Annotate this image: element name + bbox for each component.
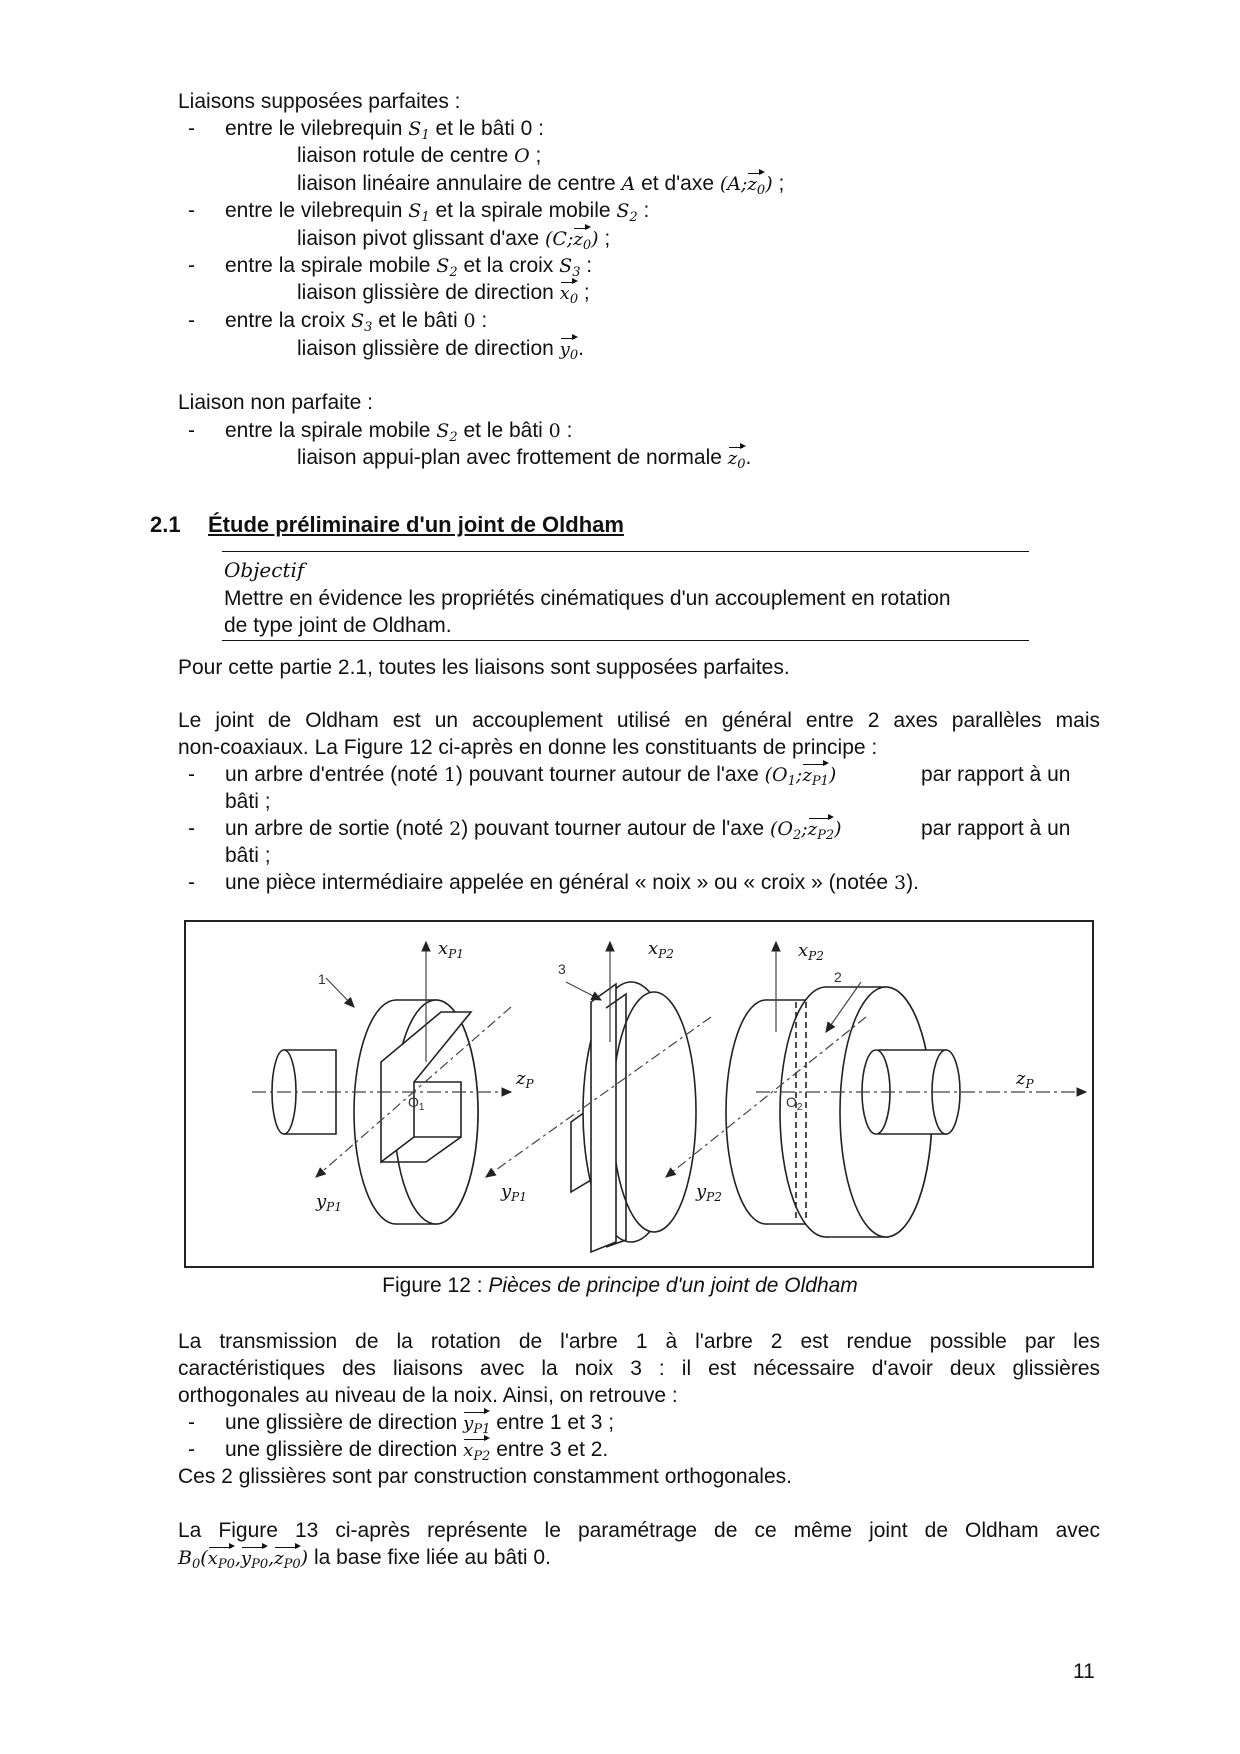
paragraph-line: La transmission de la rotation de l'arbre 1 à l'arbre 2 est rendue possible par les <box>178 1330 1100 1353</box>
axis-label-yP2: $y_{P2}$ <box>696 1181 722 1204</box>
list-item-continuation: bâti ; <box>225 790 271 813</box>
paragraph-line: La Figure 13 ci-après représente le paramétrage de ce même joint de Oldham avec <box>178 1519 1100 1542</box>
paragraph: Pour cette partie 2.1, toutes les liaisons sont supposées parfaites. <box>178 656 790 679</box>
list-subitem: liaison linéaire annulaire de centre A et d'axe $(A;z_0)$ ; <box>297 171 784 204</box>
objective-text-line2: de type joint de Oldham. <box>224 614 452 637</box>
axis-label-zP: $z_P$ <box>516 1068 534 1091</box>
document-page: Liaisons supposées parfaites : - entre le vilebrequin $S_1$ et le bâti 0 : liaison rotule de centre O ; liaison linéaire annulaire de centre A et d'axe $(A;z_0)$ ; - entre le vilebrequin $S_1$ et la spirale mobile $S_2$ : liaison pivot glissant d'axe $(C;z_0)$ ; - entre la spirale mobile $S_2$ et la croix $S_3$ : liaison glissière de direction $x_0$ ; - entre la croix $S_3$ et le bâti 0 : liaison glissière de direction $y_0$. Liaison non parfaite : - entre la spirale mobile $S_2$ et le bâti 0 : liaison appui-plan avec frottement de normale $z_0$. 2.1 Étude préliminaire d'un joint de Oldham Objectif Mettre en évidence les propriétés cinématiques d'un accouplement en rotation de type joint de Oldham. Pour cette partie 2.1, toutes les liaisons sont supposées parfaites. Le joint de Oldham est un accouplement utilisé en général entre 2 axes parallèles mais non-coaxiaux. La Figure 12 ci-après en donne les constituants de principe : - un arbre d'entrée (noté 1) pouvant tourner autour de l'axe $(O_1;z_{P1})$ par rapport à un bâti ; - un arbre de sortie (noté 2) pouvant tourner autour de l'axe $(O_2;z_{P2})$ par rapport à un bâti ; - une pièce intermédiaire appelée en général « noix » ou « croix » (notée 3). $x_{P1}$ $x_{P2}$ $x_{P2}$ $z_P$ $z_P$ $y_{P1}$ $y_{P1}$ $y_{P2}$ 1 3 2 $O_1$ $O_2$ Figure 12 : Pièces de principe d'un joint de Oldham La transmission de la rotation de l'arbre 1 à l'arbre 2 est rendue possible par les caractéristiques des liaisons avec la noix 3 : il est nécessaire d'avoir deux glissières orthogonales au niveau de la noix. Ainsi, on retrouve : - une glissière de direction $y_{P1}$ entre 1 et 3 ; - une glissière de direction $x_{P2}$ entre 3 et 2. Ces 2 glissières sont par construction constamment orthogonales. La Figure 13 ci-après représente le paramétrage de ce même joint de Oldham avec $B_0(x_{P0},y_{P0},z_{P0})$ la base fixe liée au bâti 0. 11 <box>0 0 1240 1754</box>
axis-label-xP1: $x_{P1}$ <box>438 938 464 961</box>
perfect-links-header: Liaisons supposées parfaites : <box>178 90 461 113</box>
list-subitem: liaison appui-plan avec frottement de normale $z_0$. <box>297 445 751 478</box>
objective-text-line1: Mettre en évidence les propriétés cinématiques d'un accouplement en rotation <box>224 587 951 610</box>
nonperfect-links-header: Liaison non parfaite : <box>178 391 373 414</box>
objective-top-rule <box>222 551 1029 552</box>
paragraph: Ces 2 glissières sont par construction constamment orthogonales. <box>178 1465 792 1488</box>
section-heading: 2.1 Étude préliminaire d'un joint de Oldham <box>150 512 624 537</box>
axis-label-xP2-b: $x_{P2}$ <box>798 940 824 963</box>
oldham-joint-drawing <box>186 922 1092 1266</box>
part-label-2: 2 <box>834 969 842 985</box>
objective-bottom-rule <box>222 640 1029 641</box>
input-shaft-part-1 <box>272 1000 478 1224</box>
point-label-O2: $O_2$ <box>786 1094 803 1113</box>
figure-caption: Figure 12 : Pièces de principe d'un joint de Oldham <box>382 1274 858 1297</box>
objective-label: Objectif <box>224 558 305 582</box>
paragraph-line: Le joint de Oldham est un accouplement utilisé en général entre 2 axes parallèles mais <box>178 709 1100 732</box>
output-shaft-part-2 <box>726 987 960 1237</box>
part-label-3: 3 <box>558 961 566 977</box>
intermediate-part-3 <box>571 982 696 1252</box>
axis-label-zP-b: $z_P$ <box>1016 1068 1034 1091</box>
list-item-continuation: bâti ; <box>225 844 271 867</box>
axis-label-yP1-b: $y_{P1}$ <box>501 1181 527 1204</box>
list-subitem: liaison pivot glissant d'axe $(C;z_0)$ ; <box>297 226 610 259</box>
figure-12 <box>184 920 1094 1268</box>
list-subitem: liaison glissière de direction $y_0$. <box>297 336 584 369</box>
list-subitem: liaison glissière de direction $x_0$ ; <box>297 280 590 313</box>
axis-label-yP1: $y_{P1}$ <box>316 1191 342 1214</box>
paragraph-line: $B_0(x_{P0},y_{P0},z_{P0})$ la base fixe liée au bâti 0. <box>178 1545 551 1578</box>
page-number: 11 <box>1073 1660 1095 1683</box>
paragraph-line: orthogonales au niveau de la noix. Ainsi, on retrouve : <box>178 1384 678 1407</box>
axis-label-xP2: $x_{P2}$ <box>648 938 674 961</box>
paragraph-line: caractéristiques des liaisons avec la noix 3 : il est nécessaire d'avoir deux glissières <box>178 1357 1100 1380</box>
point-label-O1: $O_1$ <box>408 1094 425 1113</box>
paragraph-line: non-coaxiaux. La Figure 12 ci-après en donne les constituants de principe : <box>178 736 878 759</box>
list-subitem: liaison rotule de centre O ; <box>297 144 542 167</box>
part-label-1: 1 <box>318 971 326 987</box>
